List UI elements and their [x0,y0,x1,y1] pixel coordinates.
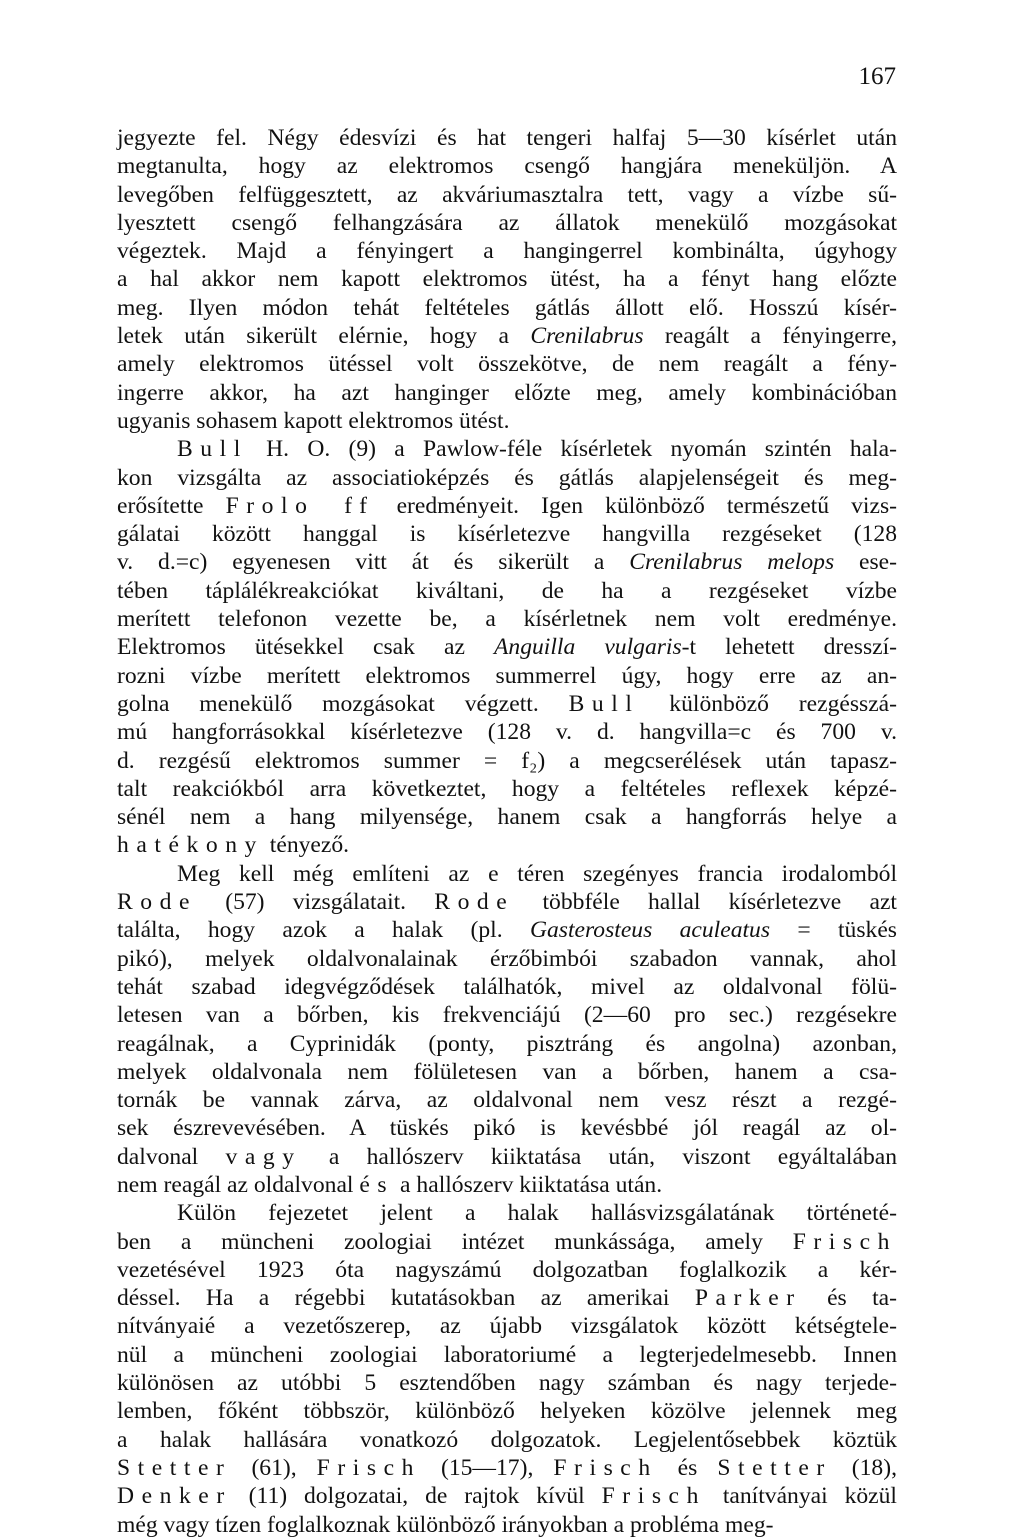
text-segment: a hallószerv kiiktatása után. [394,1171,663,1198]
spaced-text: vagy [225,1143,302,1170]
text-segment: golna menekülő mozgásokat végzett. [117,690,569,717]
text-line [117,747,897,775]
text-segment: és ta- [801,1285,897,1312]
italic-text: Anguilla vulgaris [494,634,682,661]
spaced-text: Bull [177,436,248,463]
paragraph [117,1199,897,1539]
text-line [117,1086,897,1114]
text-line [117,1199,897,1227]
spaced-text: Parker [694,1285,802,1312]
text-line [117,209,897,237]
text-segment: kon vizsgálta az associatioképzés és gátlás alapjelenségeit és meg- [117,464,897,491]
text-segment: tében táplálékreakciókat kiváltani, de ha a rezgéseket vízbe [117,577,897,604]
text-segment: merített telefonon vezette be, a kísérletnek nem volt eredménye. [117,606,897,633]
text-segment: megtanulta, hogy az elektromos csengő hangjára meneküljön. A [117,153,897,180]
text-line [117,152,897,180]
text-segment: találta, hogy azok a halak (pl. [117,917,530,944]
text-line [117,379,897,407]
spaced-text: és [359,1171,395,1198]
text-line [117,407,897,435]
text-segment: levegőben felfüggesztett, az akváriumasztalra tett, vagy a vízbe sű- [117,181,897,208]
text-line [117,1058,897,1086]
text-line [117,181,897,209]
text-segment: (15—17), [420,1454,554,1481]
text-segment: a hallószerv kiiktatása után, viszont egyáltalában [301,1143,898,1170]
text-segment: erősítette [117,492,226,519]
text-segment: gálatai között hanggal is kísérletezve hangvilla rezgéseket (128 [117,521,897,548]
text-segment: a halak hallására vonatkozó dolgozatok. Legjelentősebbek köztük [117,1426,897,1453]
text-line [117,690,897,718]
text-segment: különböző rezgésszá- [639,690,898,717]
text-segment: különösen az utóbbi 5 esztendőben nagy számban és nagy terjede- [117,1370,897,1397]
text-line [117,124,897,152]
text-segment: sénél nem a hang milyensége, hanem csak a hangforrás helye a [117,804,897,831]
text-segment: ese- [834,549,897,576]
text-segment: tényező. [263,832,350,859]
text-segment: és [657,1454,718,1481]
text-segment: d. rezgésű elektromos summer = f₂) a megcserélések után tapasz- [117,747,897,774]
text-segment: lyesztett csengő felhangzására az állatok menekülő mozgásokat [117,209,897,236]
text-line [117,945,897,973]
text-segment: ugyanis sohasem kapott elektromos ütést. [117,407,510,434]
text-line [117,237,897,265]
text-line [117,1511,897,1539]
text-segment: letek után sikerült elérnie, hogy a [117,323,531,350]
text-segment: sek észrevevésében. A tüskés pikó is kevésbbé jól reagál az ol- [117,1115,897,1142]
spaced-text: Frolo ff [225,492,375,519]
text-segment: eredményeit. Igen különböző természetű vizs- [374,492,897,519]
text-segment: (57) vizsgálatait. [197,889,435,916]
text-segment: rozni vízbe merített elektromos summerrel úgy, hogy erre az an- [117,662,897,689]
text-segment: többféle hallal kísérletezve azt [514,889,897,916]
text-segment: pikó), melyek oldalvonalainak érzőbimbói szabadon vannak, ahol [117,945,897,972]
text-line [117,718,897,746]
text-line [117,916,897,944]
spaced-text: Frisch [553,1454,658,1481]
text-line [117,577,897,605]
text-segment: (18), [831,1454,897,1481]
text-segment: Meg kell még említeni az e téren szegényes francia irodalomból [177,860,897,887]
text-line [117,1454,897,1482]
text-segment: -t lehetett dresszí- [681,634,898,661]
text-line [117,294,897,322]
text-line [117,548,897,576]
text-line [117,803,897,831]
spaced-text: Frisch [316,1454,421,1481]
text-line [117,1482,897,1510]
text-segment: H. O. (9) a Pawlow-féle kísérletek nyomán szintén hala- [247,436,897,463]
text-line [117,350,897,378]
paragraph [117,860,897,1200]
spaced-text: Bull [568,690,640,717]
text-line [117,492,897,520]
text-line [117,1228,897,1256]
text-segment: talt reakciókból arra következtet, hogy a feltételes reflexek képzé- [117,775,897,802]
text-segment: meg. Ilyen módon tehát feltételes gátlás állott elő. Hosszú kísér- [117,294,897,321]
text-segment: ingerre akkor, ha azt hanginger előzte meg, amely kombinációban [117,379,897,406]
text-line [117,435,897,463]
spaced-text: Frisch [601,1483,706,1510]
body-text [117,124,897,1539]
italic-text: Gasterosteus aculeatus [529,917,771,944]
text-segment: reagált a fényingerre, [643,323,897,350]
text-line [117,973,897,1001]
text-line [117,1341,897,1369]
spaced-text: Stetter [117,1454,232,1481]
text-line [117,1312,897,1340]
text-segment: Külön fejezetet jelent a halak hallásvizsgálatának történeté- [177,1200,897,1227]
text-segment: (11) dolgozatai, de rajtok kívül [231,1483,602,1510]
spaced-text: hatékony [117,832,264,859]
spaced-text: Denker [117,1483,232,1510]
paragraph [117,435,897,859]
paragraph [117,124,897,435]
text-segment: melyek oldalvonala nem fölületesen van a bőrben, hanem a csa- [117,1058,897,1085]
text-segment: lemben, főként többször, különböző helyeken közölve jelennek meg [117,1398,897,1425]
italic-text: Crenilabrus [530,323,644,350]
text-segment: tornák be vannak zárva, az oldalvonal nem vesz részt a rezgé- [117,1087,897,1114]
text-segment: még vagy tízen foglalkoznak különböző irányokban a probléma meg- [117,1511,774,1538]
text-line [117,464,897,492]
italic-text: Crenilabrus melops [629,549,835,576]
text-line [117,265,897,293]
text-segment: tehát szabad idegvégződések találhatók, mivel az oldalvonal fölü- [117,973,897,1000]
text-line [117,520,897,548]
spaced-text: Rode [117,889,198,916]
text-segment: vezetésével 1923 óta nagyszámú dolgozatban foglalkozik a kér- [117,1256,897,1283]
spaced-text: Frisch [792,1228,897,1255]
text-segment: végeztek. Majd a fényingert a hangingerrel kombinálta, úgyhogy [117,238,897,265]
text-segment: amely elektromos ütéssel volt összekötve, de nem reagált a fény- [117,351,897,378]
text-segment: jegyezte fel. Négy édesvízi és hat tengeri halfaj 5—30 kísérlet után [117,125,897,151]
text-segment: = tüskés [770,917,897,944]
spaced-text: Rode [434,889,515,916]
page-number: 167 [858,63,896,90]
text-line [117,605,897,633]
text-segment: mú hangforrásokkal kísérletezve (128 v. d. hangvilla=c és 700 v. [117,719,897,746]
text-line [117,1369,897,1397]
text-segment: a hal akkor nem kapott elektromos ütést, ha a fényt hang előzte [117,266,897,293]
text-segment: ben a müncheni zoologiai intézet munkássága, amely [117,1228,793,1255]
text-segment: tanítványai közül [705,1483,897,1510]
text-line [117,1143,897,1171]
text-line [117,1114,897,1142]
text-segment: dalvonal [117,1143,226,1170]
text-segment: v. d.=c) egyenesen vitt át és sikerült a [117,549,630,576]
text-line [117,1397,897,1425]
text-line [117,1001,897,1029]
text-segment: nem reagál az oldalvonal [117,1171,360,1198]
spaced-text: Stetter [717,1454,832,1481]
text-line [117,1256,897,1284]
text-line [117,322,897,350]
text-segment: déssel. Ha a régebbi kutatásokban az amerikai [117,1285,695,1312]
text-line [117,633,897,661]
text-line [117,1171,897,1199]
text-segment: Elektromos ütésekkel csak az [117,634,494,661]
text-line [117,775,897,803]
text-segment: reagálnak, a Cyprinidák (ponty, pisztráng és angolna) azonban, [117,1030,897,1057]
text-line [117,662,897,690]
text-line [117,1426,897,1454]
text-line [117,888,897,916]
text-segment: nítványaié a vezetőszerep, az újabb vizsgálatok között kétségtele- [117,1313,897,1340]
text-segment: letesen van a bőrben, kis frekvenciájú (2—60 pro sec.) rezgésekre [117,1002,897,1029]
text-line [117,831,897,859]
text-segment: nül a müncheni zoologiai laboratoriumé a legterjedelmesebb. Innen [117,1341,897,1368]
text-line [117,1284,897,1312]
text-line [117,860,897,888]
text-segment: (61), [231,1454,317,1481]
text-line [117,1030,897,1058]
